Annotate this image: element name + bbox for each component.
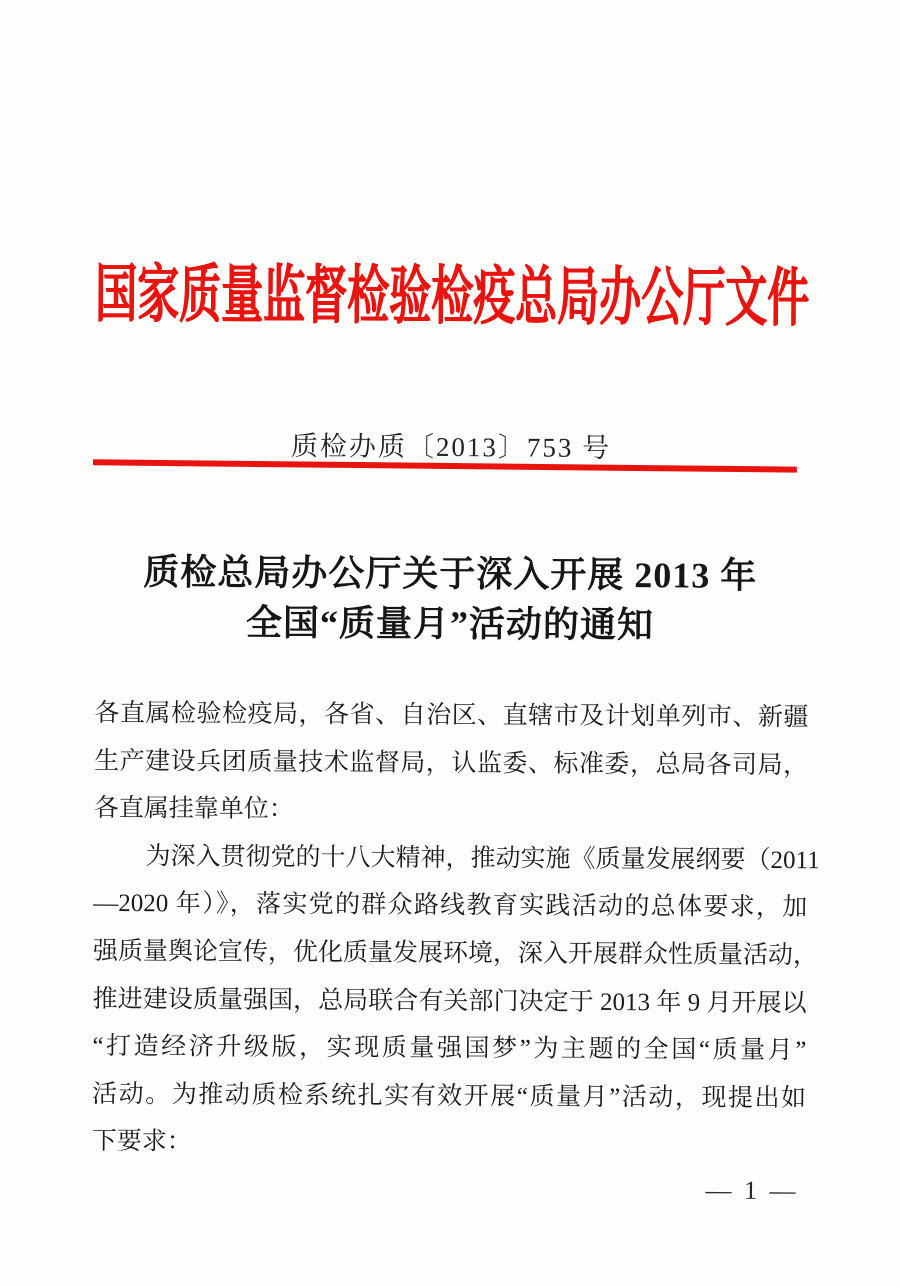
body-line: 推进建设质量强国，总局联合有关部门决定于 2013 年 9 月开展以 [92,985,807,1017]
body-line: 各直属检验检疫局，各省、自治区、直辖市及计划单列市、新疆 [94,699,809,732]
body-line: 活动。为推动质检系统扎实有效开展“质量月”活动，现提出如 [92,1080,807,1112]
body-line: 下要求： [91,1128,192,1156]
document-title-line1: 质检总局办公厅关于深入开展 2013 年 [143,552,758,596]
document-number: 质检办质〔2013〕753 号 [290,431,612,463]
body-line: 各直属挂靠单位： [93,795,294,824]
red-masthead [2,245,900,338]
masthead-title: 国家质量监督检验检疫总局办公厅文件 [94,260,810,336]
body-line: 生产建设兵团质量技术监督局，认监委、标准委，总局各司局， [94,747,809,779]
document-title [0,546,900,651]
body-line: 为深入贯彻党的十八大精神，推动实施《质量发展纲要（2011 [145,842,820,875]
document-body [91,690,820,1170]
document-title-line2: 全国“质量月”活动的通知 [245,602,655,646]
body-line: 强质量舆论宣传，优化质量发展环境，深入开展群众性质量活动， [92,937,819,970]
body-line: “打造经济升级版，实现质量强国梦”为主题的全国“质量月” [92,1032,807,1065]
page-number: — 1 — [705,1175,799,1206]
body-line: —2020 年）》，落实党的群众路线教育实践活动的总体要求，加 [93,890,808,922]
